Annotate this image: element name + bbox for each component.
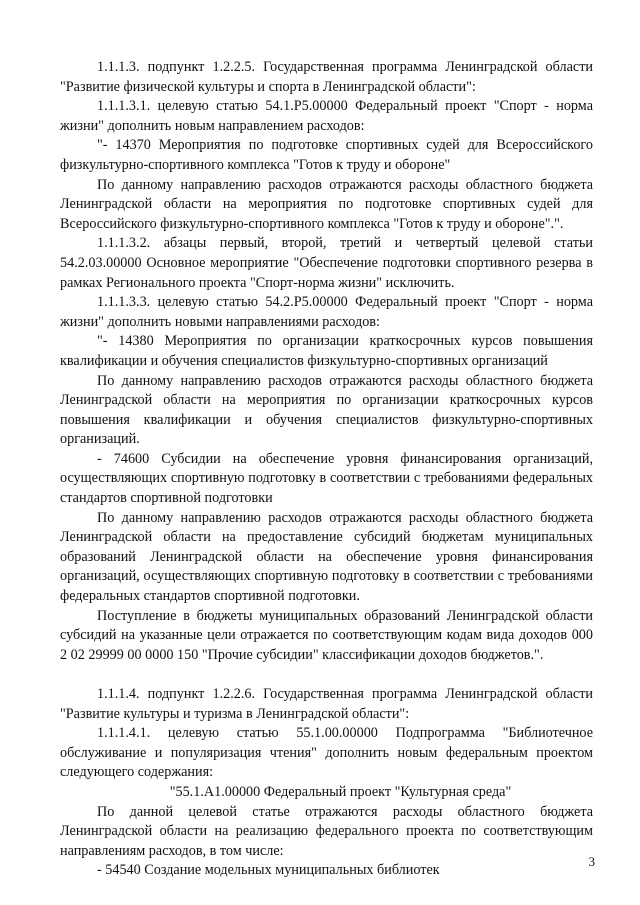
paragraph-14370-description: По данному направлению расходов отражаются расходы областного бюджета Ленинградской области на мероприятия по подготовке спортивных судей для Всероссийского физкультурно-спортивного комплекса "Готов к труду и обороне".". [60, 176, 593, 232]
paragraph-74600-description: По данному направлению расходов отражаются расходы областного бюджета Ленинградской области на предоставление субсидий бюджетам муниципальных образований Ленинградской области на обеспечение уровня финансирования организаций, осуществляющих спортивную подготовку в соответствии с требованиями федеральных стандартов спортивной подготовки. [60, 509, 593, 605]
paragraph-1-1-1-3-2: 1.1.1.3.2. абзацы первый, второй, третий и четвертый целевой статьи 54.2.03.00000 Основное мероприятие "Обеспечение подготовки спортивного резерва в рамках Регионального проекта "Спорт-норма жизни" исключить. [60, 235, 593, 291]
paragraph-14380-description: По данному направлению расходов отражаются расходы областного бюджета Ленинградской области на мероприятия по организации краткосрочных курсов повышения квалификации и обучения специалистов физкультурно-спортивных организаций. [60, 372, 593, 448]
paragraph-direction-14380: "- 14380 Мероприятия по организации краткосрочных курсов повышения квалификации и обучения специалистов физкультурно-спортивных организаций [60, 333, 593, 369]
paragraph-direction-14370: "- 14370 Мероприятия по подготовке спортивных судей для Всероссийского физкультурно-спортивного комплекса "Готов к труду и обороне" [60, 137, 593, 173]
page-number: 3 [588, 854, 595, 869]
paragraph-subsidy-receipt: Поступление в бюджеты муниципальных образований Ленинградской области субсидий на указанные цели отражается по соответствующим кодам вида доходов 000 2 02 29999 00 0000 150 "Прочие субсидии" классификации доходов бюджетов.". [60, 607, 593, 663]
paragraph-direction-54540: - 54540 Создание модельных муниципальных библиотек [97, 862, 440, 879]
document-body [60, 58, 593, 881]
paragraph-direction-74600: - 74600 Субсидии на обеспечение уровня финансирования организаций, осуществляющих спортивную подготовку в соответствии с требованиями федеральных стандартов спортивной подготовки [60, 450, 593, 507]
paragraph-federal-project-a1: "55.1.A1.00000 Федеральный проект "Культурная среда" [169, 783, 512, 800]
paragraph-target-article-description: По данной целевой статье отражаются расходы областного бюджета Ленинградской области на реализацию федерального проекта по соответствующим направлениям расходов, в том числе: [60, 803, 593, 859]
paragraph-1-1-1-3-1: 1.1.1.3.1. целевую статью 54.1.P5.00000 Федеральный проект "Спорт - норма жизни" дополнить новым направлением расходов: [60, 98, 593, 134]
paragraph-1-1-1-3-3: 1.1.1.3.3. целевую статью 54.2.P5.00000 Федеральный проект "Спорт - норма жизни" дополнить новыми направлениями расходов: [60, 294, 593, 330]
paragraph-1-1-1-4-1: 1.1.1.4.1. целевую статью 55.1.00.00000 Подпрограмма "Библиотечное обслуживание и популяризация чтения" дополнить новым федеральным проектом следующего содержания: [60, 725, 593, 781]
paragraph-1-1-1-3: 1.1.1.3. подпункт 1.2.2.5. Государственная программа Ленинградской области "Развитие физической культуры и спорта в Ленинградской области": [60, 59, 593, 95]
paragraph-1-1-1-4: 1.1.1.4. подпункт 1.2.2.6. Государственная программа Ленинградской области "Развитие культуры и туризма в Ленинградской области": [60, 686, 593, 722]
